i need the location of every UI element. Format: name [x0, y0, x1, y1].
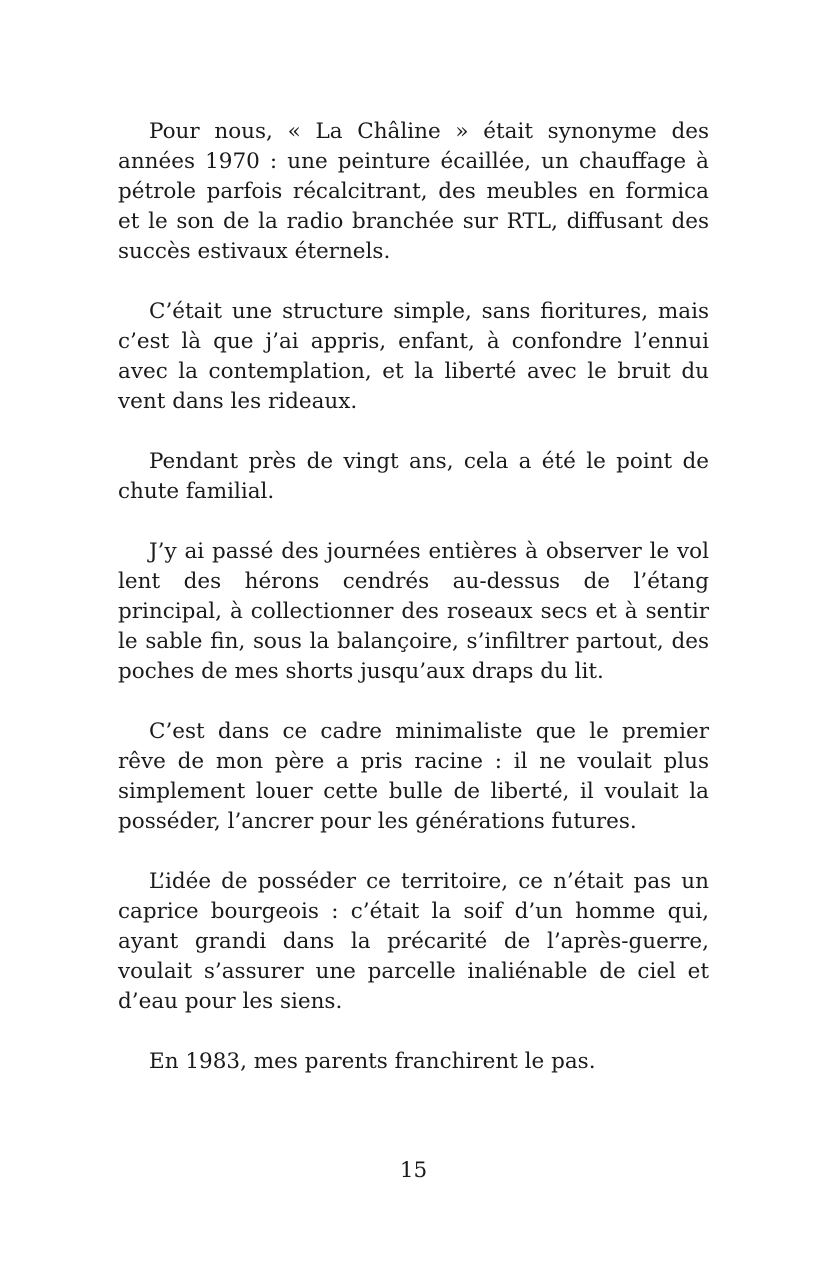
- paragraph-7: En 1983, mes parents franchirent le pas.: [149, 1049, 596, 1074]
- paragraph-2: C’était une structure simple, sans fioritures, mais c’est là que j’ai appris, enfant, à confondre l’ennui avec la contemplation, et la liberté avec le bruit du vent dans les rideaux.: [118, 299, 709, 414]
- paragraph-5: C’est dans ce cadre minimaliste que le premier rêve de mon père a pris racine : il ne voulait plus simplement louer cette bulle de liberté, il voulait la posséder, l’ancrer pour les générations futures.: [118, 719, 709, 834]
- paragraph-3: Pendant près de vingt ans, cela a été le point de chute familial.: [118, 449, 709, 504]
- paragraph-4: J’y ai passé des journées entières à observer le vol lent des hérons cendrés au-dessus de l’étang principal, à collectionner des roseaux secs et à sentir le sable fin, sous la balançoire, s’infiltrer partout, des poches de mes shorts jusqu’aux draps du lit.: [118, 539, 709, 684]
- paragraph-6: L’idée de posséder ce territoire, ce n’était pas un caprice bourgeois : c’était la soif d’un homme qui, ayant grandi dans la précarité de l’après-guerre, voulait s’assurer une parcelle inaliénable de ciel et d’eau pour les siens.: [118, 869, 709, 1014]
- paragraph-1: Pour nous, « La Châline » était synonyme des années 1970 : une peinture écaillée, un chauffage à pétrole parfois récalcitrant, des meubles en formica et le son de la radio branchée sur RTL, diffusant des succès estivaux éternels.: [118, 119, 709, 264]
- page-number: 15: [399, 1158, 428, 1183]
- body-text: [118, 117, 709, 1077]
